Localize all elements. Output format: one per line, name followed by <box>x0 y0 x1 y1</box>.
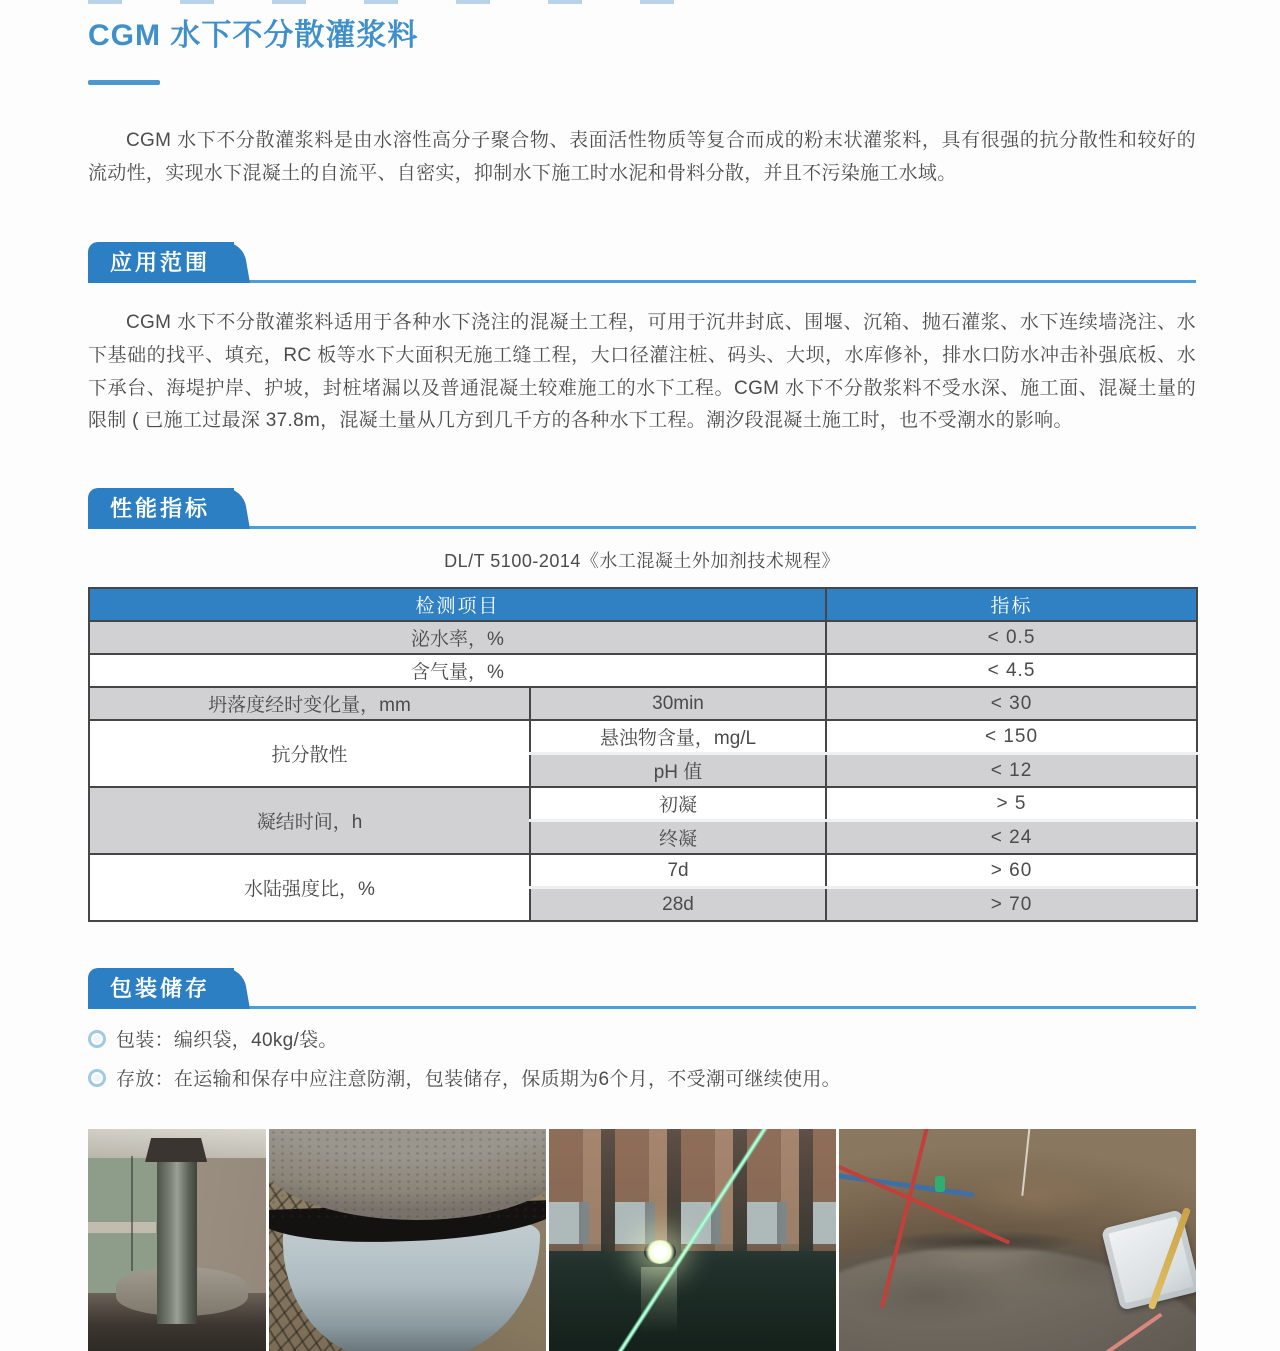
table-row-bleeding <box>89 621 1197 654</box>
photo-caisson-pit <box>839 1129 1196 1351</box>
photo-detail-steel-column <box>157 1142 196 1324</box>
standard-reference: DL/T 5100-2014《水工混凝土外加剂技术规程》 <box>444 551 840 572</box>
product-datasheet <box>88 0 1196 1351</box>
double-circle-icon <box>88 1069 106 1087</box>
table-row-dispersion-1 <box>89 720 1197 754</box>
bullet-item-packing <box>88 1025 1196 1052</box>
photo-detail-green-connector <box>935 1176 945 1192</box>
cell-subitem: 7d <box>530 854 826 888</box>
cell-item: 泌水率，% <box>89 621 826 654</box>
cell-value: < 30 <box>826 687 1197 720</box>
cell-subitem: 30min <box>530 687 826 720</box>
section-header-performance <box>88 480 1196 529</box>
cell-item: 含气量，% <box>89 654 826 687</box>
packaging-section-badge <box>88 968 234 1009</box>
section-header-application <box>88 234 1196 283</box>
packaging-section-label: 包装储存 <box>110 976 211 1002</box>
column-header-item: 检测项目 <box>89 588 826 621</box>
cell-subitem: 28d <box>530 888 826 922</box>
cell-subitem: 终凝 <box>530 821 826 855</box>
cell-subitem: pH 值 <box>530 754 826 788</box>
intro-paragraph: CGM 水下不分散灌浆料是由水溶性高分子聚合物、表面活性物质等复合而成的粉末状灌浆料，具有很强的抗分散性和较好的流动性，实现水下混凝土的自流平、自密实，抑制水下施工时水泥和骨料分散，并且不污染施工水域。 <box>88 130 1196 184</box>
bullet-item-storage <box>88 1064 1196 1091</box>
application-section-label: 应用范围 <box>110 250 211 276</box>
performance-section-label: 性能指标 <box>110 496 211 522</box>
table-row-air-content <box>89 654 1197 687</box>
cell-value: < 4.5 <box>826 654 1197 687</box>
cell-item: 坍落度经时变化量，mm <box>89 687 530 720</box>
application-section-badge <box>88 242 234 283</box>
photo-detail-rail <box>88 1222 156 1233</box>
photo-gallery <box>88 1129 1196 1351</box>
photo-underwater-piers-laser <box>549 1129 836 1351</box>
performance-table <box>88 587 1198 922</box>
cell-item: 抗分散性 <box>89 720 530 787</box>
cell-item: 凝结时间，h <box>89 787 530 854</box>
table-row-slump <box>89 687 1197 720</box>
cell-subitem: 初凝 <box>530 787 826 821</box>
cell-value: > 70 <box>826 888 1197 922</box>
title-underline <box>88 80 160 85</box>
photo-detail-column-cap <box>145 1138 207 1162</box>
table-header-row <box>89 588 1197 621</box>
photo-detail-work-light <box>644 1240 676 1264</box>
section-header-packaging <box>88 960 1196 1009</box>
photo-detail-concrete-texture <box>269 1129 546 1218</box>
cell-value: < 12 <box>826 754 1197 788</box>
photo-pile-joint-repair <box>269 1129 546 1351</box>
column-header-index: 指标 <box>826 588 1197 621</box>
cell-value: < 24 <box>826 821 1197 855</box>
table-row-setting-1 <box>89 787 1197 821</box>
photo-pier-grouting <box>88 1129 266 1351</box>
performance-section-badge <box>88 488 234 529</box>
application-paragraph: CGM 水下不分散灌浆料适用于各种水下浇注的混凝土工程，可用于沉井封底、围堰、沉箱、抛石灌浆、水下连续墙浇注、水下基础的找平、填充，RC 板等水下大面积无施工缝工程，大口径灌注桩、码头、大坝，水库修补，排水口防水冲击补强底板、水下承台、海堤护岸、护坡，封桩堵漏以及普通混凝土较难施工的水下工程。CGM 水下不分散浆料不受水深、施工面、混凝土量的限制 ( 已施工过最深 37.8m，混凝土量从几方到几千方的各种水下工程。潮汐段混凝土施工时，也不受潮水的影响。 <box>88 312 1196 432</box>
cell-item: 水陆强度比，% <box>89 854 530 921</box>
table-row-strength-1 <box>89 854 1197 888</box>
packaging-bullet-list <box>88 1025 1196 1091</box>
cell-value: < 0.5 <box>826 621 1197 654</box>
photo-detail-wire <box>131 1156 133 1271</box>
cell-value: > 5 <box>826 787 1197 821</box>
cell-value: < 150 <box>826 720 1197 754</box>
bullet-text: 存放：在运输和保存中应注意防潮，包装储存，保质期为6个月，不受潮可继续使用。 <box>116 1069 841 1091</box>
photo-detail-steel-jacket <box>283 1222 541 1351</box>
cell-value: > 60 <box>826 854 1197 888</box>
cell-subitem: 悬浊物含量，mg/L <box>530 720 826 754</box>
bullet-text: 包装：编织袋，40kg/袋。 <box>116 1030 338 1052</box>
page-title: CGM 水下不分散灌浆料 <box>88 19 419 52</box>
double-circle-icon <box>88 1030 106 1048</box>
photo-detail-laser-line <box>549 1129 836 1351</box>
